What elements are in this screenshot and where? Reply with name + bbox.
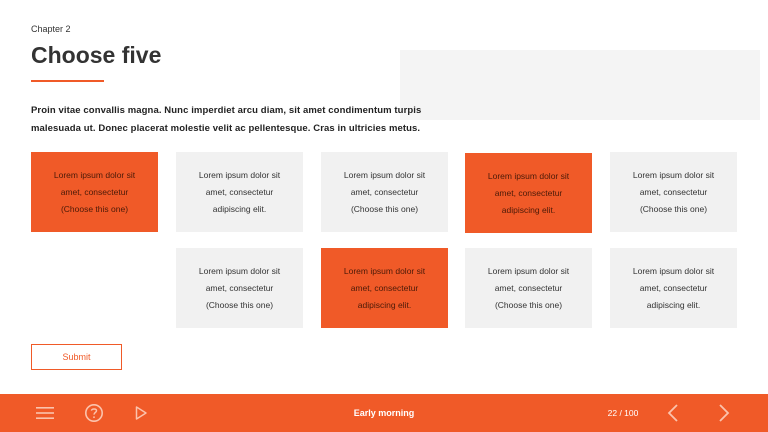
tile-text: Lorem ipsum dolor sit (53, 169, 136, 180)
description (31, 102, 461, 138)
choice-tile-4[interactable] (465, 153, 592, 233)
tile-text: Lorem ipsum dolor sit (632, 169, 715, 180)
title-underline (31, 80, 104, 82)
description-line: malesuada ut. Donec placerat molestie velit ac pellentesque. Cras in ultricies metus. (31, 123, 421, 134)
choice-tile-8[interactable] (465, 248, 592, 328)
tile-text: Lorem ipsum dolor sit (487, 170, 570, 181)
tile-text: (Choose this one) (350, 203, 419, 214)
page-title: Choose five (31, 42, 162, 68)
bottom-bar (0, 394, 768, 432)
tile-text: Lorem ipsum dolor sit (343, 265, 426, 276)
lesson-title: Early morning (353, 408, 415, 418)
choice-tile-7[interactable] (321, 248, 448, 328)
tile-text: (Choose this one) (60, 203, 129, 214)
tile-text: Lorem ipsum dolor sit (198, 169, 281, 180)
tile-text: Lorem ipsum dolor sit (632, 265, 715, 276)
tile-text: Lorem ipsum dolor sit (487, 265, 570, 276)
tile-text: adipiscing elit. (501, 204, 556, 215)
tile-text: (Choose this one) (494, 299, 563, 310)
description-line: Proin vitae convallis magna. Nunc imperdiet arcu diam, sit amet condimentum turpis (31, 105, 422, 116)
tile-text: (Choose this one) (205, 299, 274, 310)
tile-text: (Choose this one) (639, 203, 708, 214)
tile-text: amet, consectetur (350, 186, 419, 197)
prev-icon[interactable] (662, 394, 684, 432)
tile-text: amet, consectetur (639, 282, 708, 293)
choice-tile-3[interactable] (321, 152, 448, 232)
tile-text: adipiscing elit. (646, 299, 701, 310)
choice-tile-6[interactable] (176, 248, 303, 328)
menu-icon[interactable] (33, 394, 57, 432)
next-icon[interactable] (713, 394, 735, 432)
tile-text: amet, consectetur (60, 186, 129, 197)
help-icon[interactable] (83, 394, 105, 432)
tile-text: amet, consectetur (494, 187, 563, 198)
choice-tile-2[interactable] (176, 152, 303, 232)
chapter-label: Chapter 2 (31, 24, 71, 34)
tile-text: amet, consectetur (350, 282, 419, 293)
tile-text: adipiscing elit. (212, 203, 267, 214)
tile-text: adipiscing elit. (357, 299, 412, 310)
play-icon[interactable] (131, 394, 151, 432)
tile-text: amet, consectetur (205, 282, 274, 293)
choice-tile-1[interactable] (31, 152, 158, 232)
tile-text: amet, consectetur (494, 282, 563, 293)
choice-tile-9[interactable] (610, 248, 737, 328)
submit-button[interactable]: Submit (31, 344, 122, 370)
tile-text: amet, consectetur (205, 186, 274, 197)
tile-text: amet, consectetur (639, 186, 708, 197)
tile-text: Lorem ipsum dolor sit (343, 169, 426, 180)
choice-tile-5[interactable] (610, 152, 737, 232)
tile-text: Lorem ipsum dolor sit (198, 265, 281, 276)
page-counter: 22 / 100 (607, 408, 639, 418)
